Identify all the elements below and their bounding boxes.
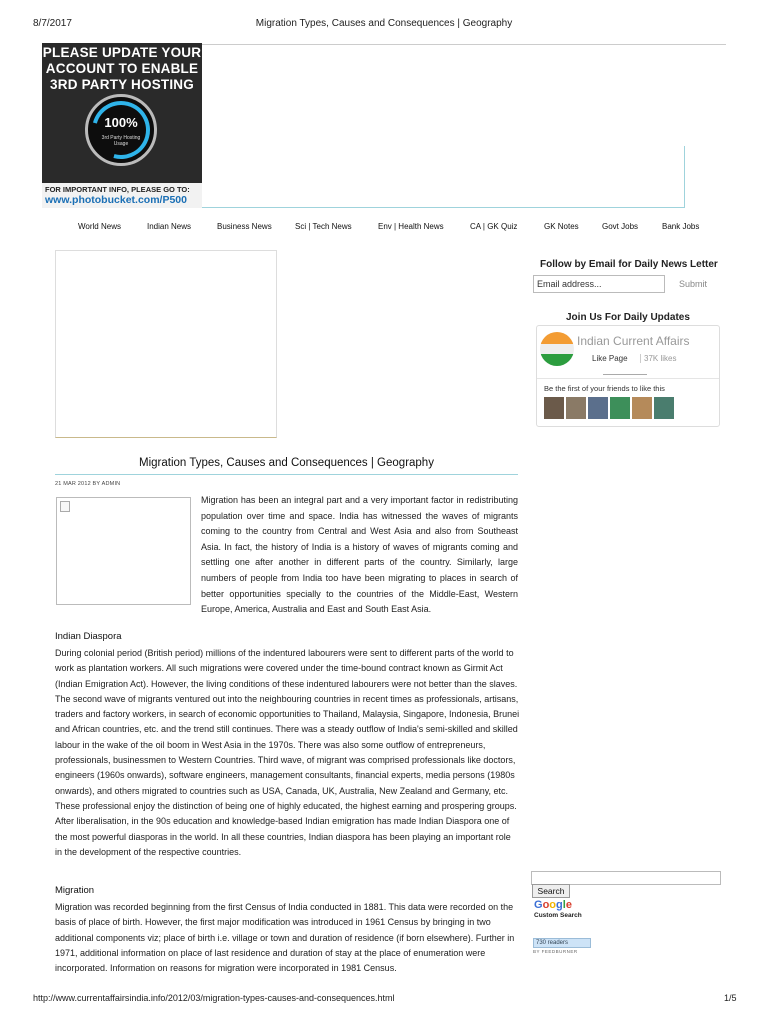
email-field[interactable]: Email address... [533, 275, 665, 293]
article-meta: 21 MAR 2012 BY ADMIN [55, 481, 121, 487]
nav-business-news[interactable]: Business News [217, 222, 272, 231]
diaspora-paragraph: During colonial period (British period) millions of the indentured labourers were sent to different parts of the world to work as plantation workers. All such migrations were covered under the time-bound contract known as Girmit Act (Indian Emigration Act). However, the living conditions of these indentured labourers were not better than the slaves. The second wave of migrants ventured out into the neighbouring countries in recent times as professionals, artisans, traders and factory workers, in search of economic opportunities to Thailand, Malaysia, Singapore, Indonesia, Brunei and African countries, etc. and the trend still continues. There was a steady outflow of India's semi-skilled and skilled labour in the wake of the oil boom in West Asia in the 1970s. There was also some outflow of entrepreneurs, professionals, businessmen to Western Countries. Third wave, of migrant was comprised professionals like doctors, engineers (1960s onwards), software engineers, management consultants, financial experts, media persons (1980s onwards), and others migrated to countries such as USA, Canada, UK, Australia, New Zealand and Germany, etc. These professional enjoy the distinction of being one of highly educated, the highest earning and prospering groups. After liberalisation, in the 90s education and knowledge-based Indian emigration has made Indian Diaspora one of the most powerful diasporas in the world. In all these countries, Indian diaspora has been playing an important role in the development of the respective countries. [55, 648, 520, 857]
submit-button[interactable]: Submit [679, 279, 708, 289]
avatar[interactable] [632, 397, 652, 419]
avatar[interactable] [566, 397, 586, 419]
nav-ca-gk-quiz[interactable]: CA | GK Quiz [470, 222, 518, 231]
article-title: Migration Types, Causes and Consequences | Geography [139, 457, 434, 469]
friends-text: Be the first of your friends to like this [544, 384, 665, 393]
page-number: 1/5 [724, 993, 737, 1003]
nav-world-news[interactable]: World News [78, 222, 121, 231]
ad-banner[interactable] [42, 43, 202, 208]
divider [603, 374, 647, 375]
feedburner-label: BY FEEDBURNER [533, 949, 578, 954]
nav-gk-notes[interactable]: GK Notes [544, 222, 579, 231]
article-intro: Migration has been an integral part and a very important factor in redistributing population over time and space. India has witnessed the waves of migrants coming to the country from Central and West Asia and also from Southeast Asia. In fact, the history of India is a history of waves of migrants coming and settling one after another in different parts of the country. Similarly, large numbers of people from India too have been migrating to places in search of better opportunities specially to the countries of the Middle-East, Western Europe, America, Australia and East and South East Asia. [201, 495, 518, 615]
migration-paragraph: Migration was recorded beginning from the first Census of India conducted in 1881. This data were recorded on the basis of place of birth. However, the first major modification was introduced in 1961 Census by bringing in two additional components viz; place of birth i.e. village or town and duration of residence (if born elsewhere). Further in 1971, additional information on place of last residence and duration of stay at the place of enumeration were incorporated. Information on reasons for migration were incorporated in 1981 Census. [55, 902, 515, 974]
search-button[interactable]: Search [532, 884, 570, 898]
like-count: 37K likes [640, 354, 676, 363]
page-avatar[interactable] [540, 332, 574, 366]
nav-bank-jobs[interactable]: Bank Jobs [662, 222, 700, 231]
section-heading-migration: Migration [55, 885, 95, 896]
header-frame-bottom [202, 207, 685, 208]
nav-indian-news[interactable]: Indian News [147, 222, 192, 231]
gauge-icon: 100% 3rd Party Hosting Usage [85, 94, 157, 166]
custom-search-label: Custom Search [534, 912, 582, 919]
friend-avatars [544, 397, 684, 419]
title-underline [55, 474, 518, 475]
article-image [56, 497, 191, 605]
ad-placeholder [55, 250, 277, 438]
nav-env-health-news[interactable]: Env | Health News [378, 222, 444, 231]
nav-sci-tech-news[interactable]: Sci | Tech News [295, 222, 352, 231]
join-heading: Join Us For Daily Updates [566, 312, 690, 323]
google-logo: Google [534, 899, 572, 911]
print-title: Migration Types, Causes and Consequences | Geography [255, 18, 513, 29]
main-nav [78, 222, 718, 236]
avatar[interactable] [610, 397, 630, 419]
banner-headline: PLEASE UPDATE YOUR ACCOUNT TO ENABLE 3RD PARTY HOSTING [42, 45, 202, 92]
header-frame-right [684, 146, 685, 208]
avatar[interactable] [588, 397, 608, 419]
avatar[interactable] [654, 397, 674, 419]
section-heading-diaspora: Indian Diaspora [55, 631, 122, 642]
print-url: http://www.currentaffairsindia.info/2012/03/migration-types-causes-and-consequences.html [33, 993, 395, 1003]
search-input[interactable] [531, 871, 721, 885]
facebook-widget [536, 325, 720, 427]
like-page-button[interactable]: Like Page [592, 354, 628, 363]
nav-govt-jobs[interactable]: Govt Jobs [602, 222, 639, 231]
follow-heading: Follow by Email for Daily News Letter [540, 259, 718, 270]
divider [537, 378, 719, 379]
feedburner-badge[interactable]: 730 readers [533, 938, 591, 948]
fb-page-name[interactable]: Indian Current Affairs [577, 334, 690, 348]
print-date: 8/7/2017 [33, 18, 72, 29]
banner-footer: FOR IMPORTANT INFO, PLEASE GO TO: www.photobucket.com/P500 [42, 183, 202, 208]
avatar[interactable] [544, 397, 564, 419]
broken-image-icon [60, 501, 70, 512]
